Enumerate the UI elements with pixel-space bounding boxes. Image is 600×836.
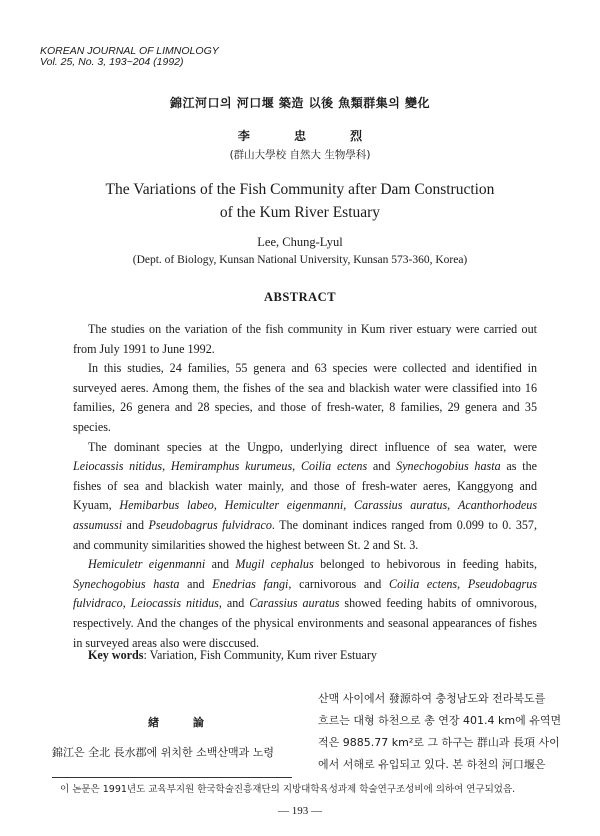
english-title [0,178,600,224]
species-name: Pseudobagrus fulvidraco [148,517,272,532]
introduction-left-line: 錦江은 全北 長水郡에 위치한 소백산맥과 노령 [52,746,274,759]
korean-title: 錦江河口의 河口堰 築造 以後 魚類群集의 變化 [169,96,431,110]
english-affiliation: (Dept. of Biology, Kunsan National University, Kunsan 573-360, Korea) [132,254,468,266]
introduction-heading: 緖 論 [148,716,204,729]
text-span: showed feeding habits of omnivorous, respectively. And the changes of the physical environments and seasonal appearances of fishes in surveyed areas also were disccused. [73,596,537,650]
text-span: belonged to hebivorous in feeding habits, [313,557,537,572]
species-name: Coilia ectens [300,459,368,474]
species-name: Pseudobagrus fulvidraco [73,576,538,611]
species-name: Hemiramphus kurumeus [170,459,293,474]
page-number: — 193 — [278,805,322,817]
species-name: Synechogobius hasta [73,576,180,591]
text-span: , [122,596,131,611]
text-span: and [179,576,213,591]
korean-affiliation: (群山大學校 自然大 生物學科) [229,149,371,161]
introduction-right-column [318,688,564,776]
keywords-label: Key words [88,648,144,662]
species-name: Synechogobius hasta [396,459,501,474]
abstract-paragraph: In this studies, 24 families, 55 genera and 63 species were collected and identified in surveyed aeres. Among them, the fishes of the sea and blackish water were classified into 16 families, 26 genera and 28 species, and those of fresh-water, 8 families, 29 genera and 35 species. [73,361,537,434]
abstract-body [73,320,537,653]
abstract-paragraph [73,555,537,653]
footnote: 이 논문은 1991년도 교육부지원 한국학술진흥재단의 지방대학육성과제 학술연구조성비에 의하여 연구되었음. [60,784,516,795]
text-span: and [205,557,236,572]
journal-header [40,46,219,68]
text-span: The dominant species at the Ungpo, underlying direct influence of sea water, were [88,439,537,454]
text-span: , [447,498,458,513]
species-name: Enedrias fangi [212,576,289,591]
text-span: , [343,498,355,513]
english-title-line1: The Variations of the Fish Community after Dam Construction [105,181,495,198]
species-name: Coilia ectens [389,576,458,591]
journal-name: KOREAN JOURNAL OF LIMNOLOGY [40,45,219,57]
text-span: , [213,498,225,513]
species-name: Carassius auratus [354,498,448,513]
text-span: , [162,459,171,474]
species-name: Acanthorhodeus assumussi [73,498,538,532]
abstract-paragraph [73,438,537,556]
english-author: Lee, Chung-Lyul [257,235,343,249]
keywords-text: : Variation, Fish Community, Kum river Estuary [143,648,377,662]
species-name: Leiocassis nitidus [73,459,163,474]
text-span: as the fishes of sea and blackish water mainly, and those of fresh-water aeres, Kanggyong and Kyuam, [73,459,538,513]
species-name: Hemiculetr eigenmanni [88,557,206,572]
footnote-divider [52,777,292,778]
introduction-line: 에서 서해로 유입되고 있다. 본 하천의 河口堰은 [318,758,546,771]
species-name: Hemiculter eigenmanni [224,498,344,513]
abstract-paragraph: The studies on the variation of the fish community in Kum river estuary were carried out from July 1991 to June 1992. [73,322,537,356]
species-name: Mugil cephalus [235,557,314,572]
text-span: , and [218,596,250,611]
keywords [88,648,377,663]
text-span: and [367,459,397,474]
introduction-line: 적은 9885.77 km²로 그 하구는 群山과 長項 사이 [318,736,560,749]
species-name: Leiocassis nitidus [130,596,219,611]
text-span: and [122,517,149,532]
text-span: , carnivorous and [288,576,389,591]
english-title-line2: of the Kum River Estuary [219,204,381,221]
korean-author: 李 忠 烈 [237,129,363,143]
text-span: , [457,576,468,591]
abstract-heading: ABSTRACT [263,290,337,304]
introduction-line: 흐르는 대형 하천으로 총 연장 401.4 km에 유역면 [318,714,562,727]
text-span: . The dominant indices ranged from 0.099 to 0. 357, and community similarities showed the highest between St. 2 and St. 3. [73,517,537,552]
text-span: , [292,459,301,474]
journal-volume: Vol. 25, No. 3, 193~204 (1992) [40,56,184,68]
introduction-line: 산맥 사이에서 發源하여 충청남도와 전라북도를 [318,692,546,705]
species-name: Carassius auratus [249,596,340,611]
species-name: Hemibarbus labeo [119,498,214,513]
